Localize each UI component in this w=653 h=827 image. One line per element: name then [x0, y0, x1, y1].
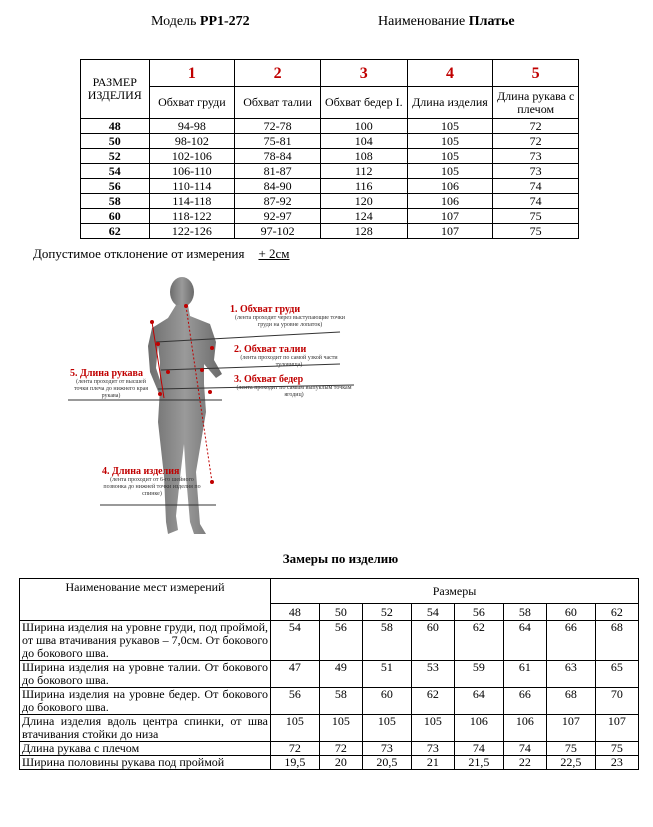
measurement-value-cell: 105	[271, 715, 320, 742]
size-value-cell: 120	[320, 194, 407, 209]
size-row	[81, 134, 579, 149]
size-value-cell: 72-78	[235, 119, 321, 134]
measurement-value-cell: 106	[503, 715, 546, 742]
size-value-cell: 72	[493, 134, 579, 149]
measurement-value-cell: 23	[595, 756, 638, 770]
annotation-chest-desc: (лента проходит через выступающие точки груди на уровне лопаток)	[234, 315, 345, 328]
size-value-cell: 100	[320, 119, 407, 134]
size-value-cell: 92-97	[235, 209, 321, 224]
measurement-value-cell: 21	[411, 756, 454, 770]
measurement-row	[20, 661, 639, 688]
measurement-value-cell: 74	[454, 742, 503, 756]
measurement-value-cell: 59	[454, 661, 503, 688]
annotation-length-title: 4. Длина изделия	[102, 466, 180, 477]
measurement-value-cell: 53	[411, 661, 454, 688]
measurement-value-cell: 73	[411, 742, 454, 756]
annotation-waist	[234, 344, 344, 369]
size-value-cell: 75-81	[235, 134, 321, 149]
annotation-sleeve	[70, 368, 152, 400]
measurements-title: Замеры по изделию	[282, 551, 399, 566]
size-cell: 50	[81, 134, 150, 149]
measurement-value-cell: 63	[546, 661, 595, 688]
measurement-name-cell: Ширина изделия на уровне талии. От бокового до бокового шва.	[20, 661, 271, 688]
size-value-cell: 75	[493, 224, 579, 239]
measurement-value-cell: 73	[362, 742, 411, 756]
size-value-cell: 105	[407, 134, 493, 149]
size-value-cell: 102-106	[149, 149, 235, 164]
measurement-value-cell: 72	[271, 742, 320, 756]
size-value-cell: 107	[407, 224, 493, 239]
size-column-header: 54	[411, 604, 454, 621]
annotation-chest-title: 1. Обхват груди	[230, 304, 301, 315]
size-value-cell: 122-126	[149, 224, 235, 239]
measurement-value-cell: 62	[454, 621, 503, 661]
tolerance-line	[33, 246, 290, 262]
annotation-hips-desc: (лента проходит по самым выпуклым точкам ягодиц)	[236, 385, 352, 398]
annotation-waist-desc: (лента проходит по самой узкой части туловища)	[240, 355, 338, 368]
size-row	[81, 209, 579, 224]
col-label-3: Обхват бедер I.	[320, 87, 407, 119]
size-row	[81, 194, 579, 209]
measurement-name-header: Наименование мест измерений	[20, 579, 271, 621]
measurement-name-cell: Ширина половины рукава под проймой	[20, 756, 271, 770]
size-value-cell: 72	[493, 119, 579, 134]
col-number-2: 2	[235, 60, 321, 87]
size-value-cell: 106	[407, 179, 493, 194]
size-value-cell: 74	[493, 194, 579, 209]
annotation-sleeve-desc: (лента проходит от высшей точки плеча до нижнего края рукава)	[73, 379, 149, 399]
measurement-value-cell: 22,5	[546, 756, 595, 770]
size-value-cell: 75	[493, 209, 579, 224]
size-column-header: 52	[362, 604, 411, 621]
measurement-value-cell: 51	[362, 661, 411, 688]
col-label-5: Длина рукава с плечом	[493, 87, 579, 119]
size-row	[81, 149, 579, 164]
measurement-name-cell: Длина изделия вдоль центра спинки, от шва втачивания стойки до низа	[20, 715, 271, 742]
model-value: РР1-272	[199, 14, 250, 29]
size-value-cell: 98-102	[149, 134, 235, 149]
measurement-row	[20, 742, 639, 756]
measurement-row	[20, 621, 639, 661]
size-value-cell: 78-84	[235, 149, 321, 164]
measurement-value-cell: 49	[319, 661, 362, 688]
size-value-cell: 105	[407, 149, 493, 164]
annotation-waist-title: 2. Обхват талии	[234, 344, 307, 355]
measurement-figure	[64, 272, 364, 544]
size-row	[81, 224, 579, 239]
measurement-name-cell: Ширина изделия на уровне бедер. От бокового до бокового шва.	[20, 688, 271, 715]
size-value-cell: 97-102	[235, 224, 321, 239]
size-header: РАЗМЕР ИЗДЕЛИЯ	[81, 60, 150, 119]
measurement-value-cell: 22	[503, 756, 546, 770]
measurement-value-cell: 105	[362, 715, 411, 742]
measurement-value-cell: 56	[319, 621, 362, 661]
measurement-value-cell: 107	[546, 715, 595, 742]
size-value-cell: 81-87	[235, 164, 321, 179]
size-value-cell: 128	[320, 224, 407, 239]
col-number-1: 1	[149, 60, 235, 87]
col-number-4: 4	[407, 60, 493, 87]
measurement-value-cell: 74	[503, 742, 546, 756]
size-cell: 60	[81, 209, 150, 224]
measurement-value-cell: 75	[595, 742, 638, 756]
col-label-1: Обхват груди	[149, 87, 235, 119]
measurement-value-cell: 54	[271, 621, 320, 661]
size-column-header: 62	[595, 604, 638, 621]
measurement-row	[20, 715, 639, 742]
size-value-cell: 112	[320, 164, 407, 179]
measurement-row	[20, 688, 639, 715]
size-value-cell: 110-114	[149, 179, 235, 194]
measurement-row	[20, 756, 639, 770]
model-label: Модель	[151, 14, 197, 29]
model-line	[151, 14, 250, 30]
size-value-cell: 124	[320, 209, 407, 224]
size-cell: 48	[81, 119, 150, 134]
measurement-value-cell: 106	[454, 715, 503, 742]
col-label-2: Обхват талии	[235, 87, 321, 119]
measurement-value-cell: 64	[454, 688, 503, 715]
measurement-value-cell: 20,5	[362, 756, 411, 770]
measurement-value-cell: 20	[319, 756, 362, 770]
measurement-value-cell: 70	[595, 688, 638, 715]
measurement-value-cell: 60	[411, 621, 454, 661]
size-column-header: 58	[503, 604, 546, 621]
size-value-cell: 74	[493, 179, 579, 194]
measurement-value-cell: 58	[319, 688, 362, 715]
size-cell: 56	[81, 179, 150, 194]
col-number-3: 3	[320, 60, 407, 87]
measurement-value-cell: 75	[546, 742, 595, 756]
col-label-4: Длина изделия	[407, 87, 493, 119]
size-value-cell: 94-98	[149, 119, 235, 134]
size-value-cell: 107	[407, 209, 493, 224]
measurement-value-cell: 66	[546, 621, 595, 661]
measurement-value-cell: 66	[503, 688, 546, 715]
size-cell: 54	[81, 164, 150, 179]
measurement-name-cell: Ширина изделия на уровне груди, под проймой, от шва втачивания рукавов – 7,0см. От бокового до бокового шва.	[20, 621, 271, 661]
annotation-sleeve-title: 5. Длина рукава	[70, 368, 143, 379]
measurement-value-cell: 105	[319, 715, 362, 742]
annotation-length-desc: (лента проходит от 6-го шейного позвонка до нижней точки изделия по спинке)	[103, 477, 201, 497]
size-value-cell: 116	[320, 179, 407, 194]
measurement-value-cell: 68	[546, 688, 595, 715]
annotation-hips-title: 3. Обхват бедер	[234, 374, 304, 385]
annotation-hips	[234, 374, 354, 399]
size-value-cell: 106	[407, 194, 493, 209]
col-number-5: 5	[493, 60, 579, 87]
size-value-cell: 106-110	[149, 164, 235, 179]
size-cell: 58	[81, 194, 150, 209]
measurement-value-cell: 62	[411, 688, 454, 715]
measurement-value-cell: 105	[411, 715, 454, 742]
tolerance-value: + 2см	[258, 246, 290, 261]
name-label: Наименование	[378, 14, 466, 29]
measurement-value-cell: 21,5	[454, 756, 503, 770]
measurement-value-cell: 56	[271, 688, 320, 715]
size-column-header: 60	[546, 604, 595, 621]
measurement-value-cell: 60	[362, 688, 411, 715]
size-value-cell: 118-122	[149, 209, 235, 224]
size-value-cell: 84-90	[235, 179, 321, 194]
measurement-value-cell: 47	[271, 661, 320, 688]
annotation-chest	[230, 304, 350, 329]
size-value-cell: 73	[493, 149, 579, 164]
measurements-table	[19, 578, 639, 770]
measurement-value-cell: 61	[503, 661, 546, 688]
measurement-value-cell: 64	[503, 621, 546, 661]
size-table	[80, 59, 579, 239]
name-line	[378, 14, 515, 30]
size-value-cell: 105	[407, 119, 493, 134]
name-value: Платье	[468, 14, 515, 29]
measurement-value-cell: 65	[595, 661, 638, 688]
size-value-cell: 73	[493, 164, 579, 179]
measurement-value-cell: 72	[319, 742, 362, 756]
size-row	[81, 164, 579, 179]
size-cell: 62	[81, 224, 150, 239]
size-column-header: 56	[454, 604, 503, 621]
document-header	[151, 14, 631, 34]
measurement-value-cell: 58	[362, 621, 411, 661]
size-row	[81, 179, 579, 194]
size-column-header: 48	[271, 604, 320, 621]
sizes-header: Размеры	[271, 579, 639, 604]
measurement-value-cell: 107	[595, 715, 638, 742]
size-value-cell: 114-118	[149, 194, 235, 209]
measurement-value-cell: 19,5	[271, 756, 320, 770]
size-value-cell: 108	[320, 149, 407, 164]
size-cell: 52	[81, 149, 150, 164]
annotation-length	[102, 466, 202, 498]
size-value-cell: 105	[407, 164, 493, 179]
tolerance-text: Допустимое отклонение от измерения	[33, 246, 245, 261]
size-value-cell: 104	[320, 134, 407, 149]
size-column-header: 50	[319, 604, 362, 621]
size-row	[81, 119, 579, 134]
measurement-value-cell: 68	[595, 621, 638, 661]
size-value-cell: 87-92	[235, 194, 321, 209]
measurement-name-cell: Длина рукава с плечом	[20, 742, 271, 756]
